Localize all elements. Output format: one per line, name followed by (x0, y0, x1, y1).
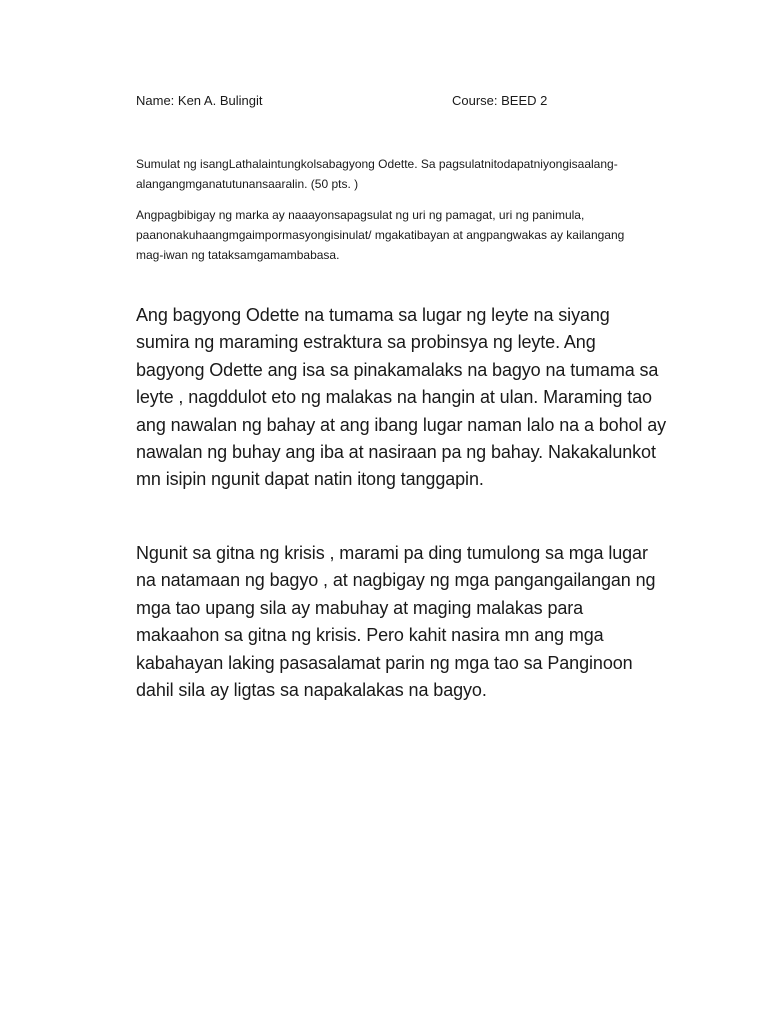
instruction-line: alangangmganatutunansaaralin. (50 pts. ) (136, 177, 359, 191)
essay-line: mga tao upang sila ay mabuhay at maging malakas para (136, 597, 584, 618)
essay-line: na natamaan ng bagyo , at nagbigay ng mga pangangailangan ng (136, 570, 656, 591)
essay-line: sumira ng maraming estraktura sa probinsya ng leyte. Ang (136, 332, 596, 353)
essay-line: bagyong Odette ang isa sa pinakamalaks na bagyo na tumama sa (136, 359, 659, 380)
essay-line: kabahayan laking pasasalamat parin ng mga tao sa Panginoon (136, 652, 633, 673)
criteria-line: Angpagbibigay ng marka ay naaayonsapagsulat ng uri ng pamagat, uri ng panimula, (136, 208, 585, 222)
essay-line: makaahon sa gitna ng krisis. Pero kahit nasira mn ang mga (136, 625, 604, 646)
criteria-line: paanonakuhaangmgaimpormasyongisinulat/ mgakatibayan at angpangwakas ay kailangang (136, 228, 625, 242)
essay-line: leyte , nagddulot eto ng malakas na hangin at ulan. Maraming tao (136, 387, 652, 408)
student-course: Course: BEED 2 (452, 93, 548, 108)
student-name: Name: Ken A. Bulingit (136, 93, 263, 108)
essay-line: mn isipin ngunit dapat natin itong tanggapin. (136, 469, 484, 490)
instruction-line: Sumulat ng isangLathalaintungkolsabagyong Odette. Sa pagsulatnitodapatniyongisaalang- (136, 157, 618, 171)
instruction-paragraph (136, 154, 644, 194)
essay-line: ang nawalan ng bahay at ang ibang lugar naman lalo na a bohol ay (136, 414, 667, 435)
essay-line: dahil sila ay ligtas sa napakalakas na bagyo. (136, 680, 487, 701)
essay-paragraph (136, 302, 676, 494)
grading-criteria-paragraph (136, 205, 644, 265)
essay-line: Ngunit sa gitna ng krisis , marami pa ding tumulong sa mga lugar (136, 543, 648, 563)
criteria-line: mag-iwan ng tataksamgamambabasa. (136, 248, 340, 262)
essay-line: nawalan ng buhay ang iba at nasiraan pa ng bahay. Nakakalunkot (136, 442, 656, 463)
essay-line: Ang bagyong Odette na tumama sa lugar ng leyte na siyang (136, 305, 610, 325)
essay-paragraph (136, 540, 676, 704)
